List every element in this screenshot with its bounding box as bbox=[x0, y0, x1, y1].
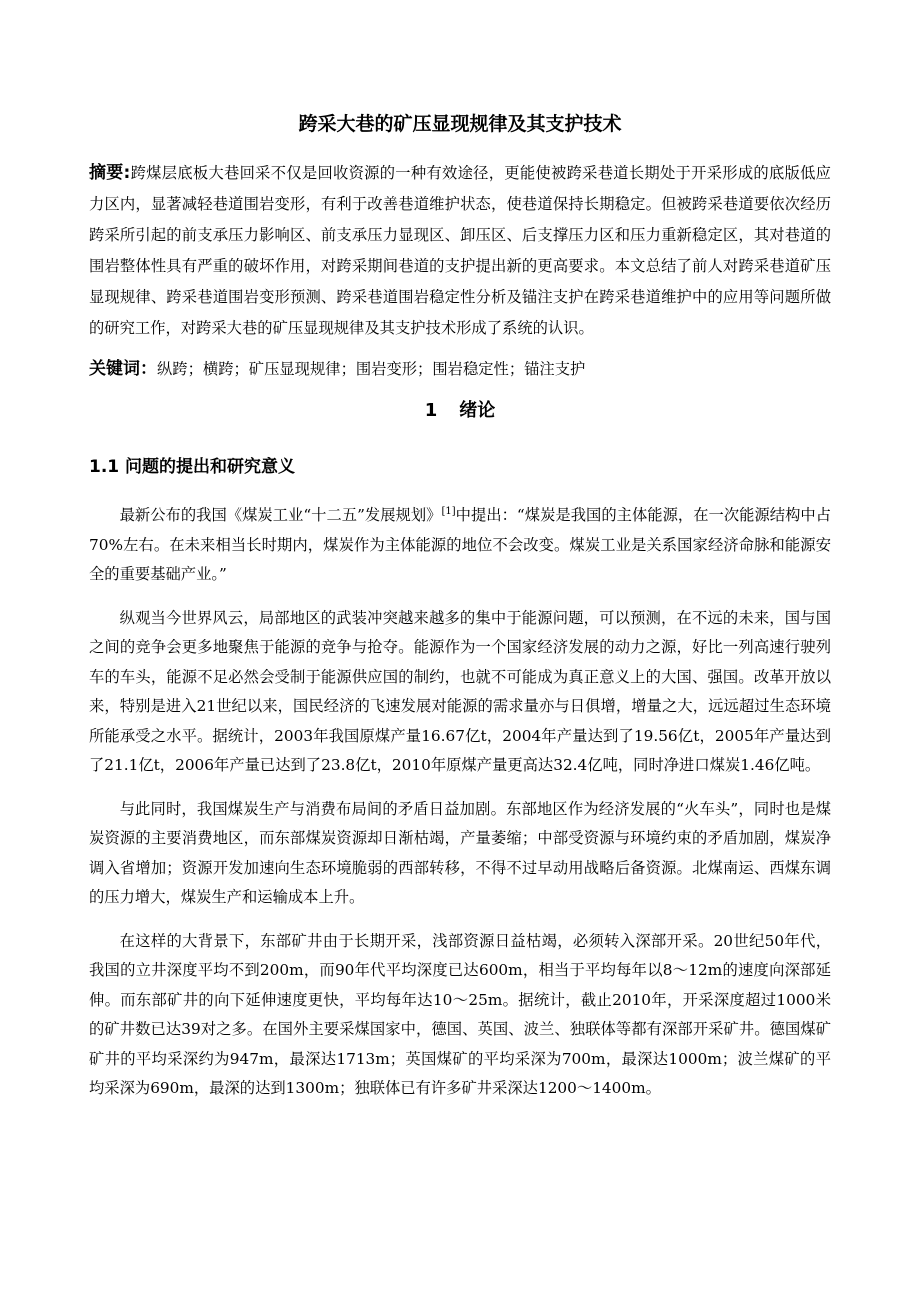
paragraph-text: 最新公布的我国《煤炭工业“十二五”发展规划》 bbox=[119, 506, 442, 524]
chapter-heading bbox=[89, 397, 831, 425]
body-paragraph-1 bbox=[89, 501, 831, 590]
body-paragraph-3: 与此同时，我国煤炭生产与消费布局间的矛盾日益加剧。东部地区作为经济发展的“火车头”，同时也是煤炭资源的主要消费地区，而东部煤炭资源却日渐枯竭，产量萎缩；中部受资源与环境约束的矛盾加剧，煤炭净调入省增加；资源开发加速向生态环境脆弱的西部转移，不得不过早动用战略后备资源。北煤南运、西煤东调的压力增大，煤炭生产和运输成本上升。 bbox=[89, 799, 831, 906]
keywords-text: 纵跨；横跨；矿压显现规律；围岩变形；围岩稳定性；锚注支护 bbox=[157, 360, 586, 378]
abstract-text: 跨煤层底板大巷回采不仅是回收资源的一种有效途径，更能使被跨采巷道长期处于开采形成的底版低应力区内，显著减轻巷道围岩变形，有利于改善巷道维护状态，使巷道保持长期稳定。但被跨采巷道要依次经历跨采所引起的前支承压力影响区、前支承压力显现区、卸压区、后支撑压力区和压力重新稳定区，其对巷道的围岩整体性具有严重的破坏作用，对跨采期间巷道的支护提出新的更高要求。本文总结了前人对跨采巷道矿压显现规律、跨采巷道围岩变形预测、跨采巷道围岩稳定性分析及锚注支护在跨采巷道维护中的应用等问题所做的研究工作，对跨采大巷的矿压显现规律及其支护技术形成了系统的认识。 bbox=[89, 164, 831, 337]
section-heading: 1.1 问题的提出和研究意义 bbox=[89, 457, 296, 477]
keywords-label: 关键词： bbox=[89, 359, 157, 379]
paper-title: 跨采大巷的矿压显现规律及其支护技术 bbox=[298, 113, 622, 135]
body-paragraph-2: 纵观当今世界风云，局部地区的武装冲突越来越多的集中于能源问题，可以预测，在不远的未来，国与国之间的竞争会更多地聚焦于能源的竞争与抢夺。能源作为一个国家经济发展的动力之源，好比一列高速行驶列车的车头，能源不足必然会受制于能源供应国的制约，也就不可能成为真正意义上的大国、强国。改革开放以来，特别是进入21世纪以来，国民经济的飞速发展对能源的需求量亦与日俱增，增量之大，远远超过生态环境所能承受之水平。据统计，2003年我国原煤产量16.67亿t，2004年产量达到了19.56亿t，2005年产量达到了21.1亿t，2006年产量已达到了23.8亿t，2010年原煤产量更高达32.4亿吨，同时净进口煤炭1.46亿吨。 bbox=[89, 608, 831, 774]
reference-citation: [1] bbox=[441, 505, 456, 517]
body-paragraph-4: 在这样的大背景下，东部矿井由于长期开采，浅部资源日益枯竭，必须转入深部开采。20世纪50年代，我国的立井深度平均不到200m，而90年代平均深度已达600m，相当于平均每年以8～12m的速度向深部延伸。而东部矿井的向下延伸速度更快，平均每年达10～25m。据统计，截止2010年，开采深度超过1000米的矿井数已达39对之多。在国外主要采煤国家中，德国、英国、波兰、独联体等都有深部开采矿井。德国煤矿矿井的平均采深约为947m，最深达1713m；英国煤矿的平均采深为700m，最深达1000m；波兰煤矿的平均采深为690m，最深的达到1300m；独联体已有许多矿井采深达1200～1400m。 bbox=[89, 931, 831, 1097]
chapter-number: 1 bbox=[424, 400, 438, 421]
abstract-label: 摘要: bbox=[89, 163, 131, 183]
document-page bbox=[89, 110, 831, 1104]
chapter-title: 绪论 bbox=[459, 400, 496, 421]
abstract bbox=[89, 158, 831, 344]
paragraph-text: 中提出：“煤炭是我国的主体能源，在一次能源结构中占70%左右。在未来相当长时期内，煤炭作为主体能源的地位不会改变。煤炭工业是关系国家经济命脉和能源安全的重要基础产业。” bbox=[89, 506, 831, 583]
keywords bbox=[89, 354, 831, 385]
